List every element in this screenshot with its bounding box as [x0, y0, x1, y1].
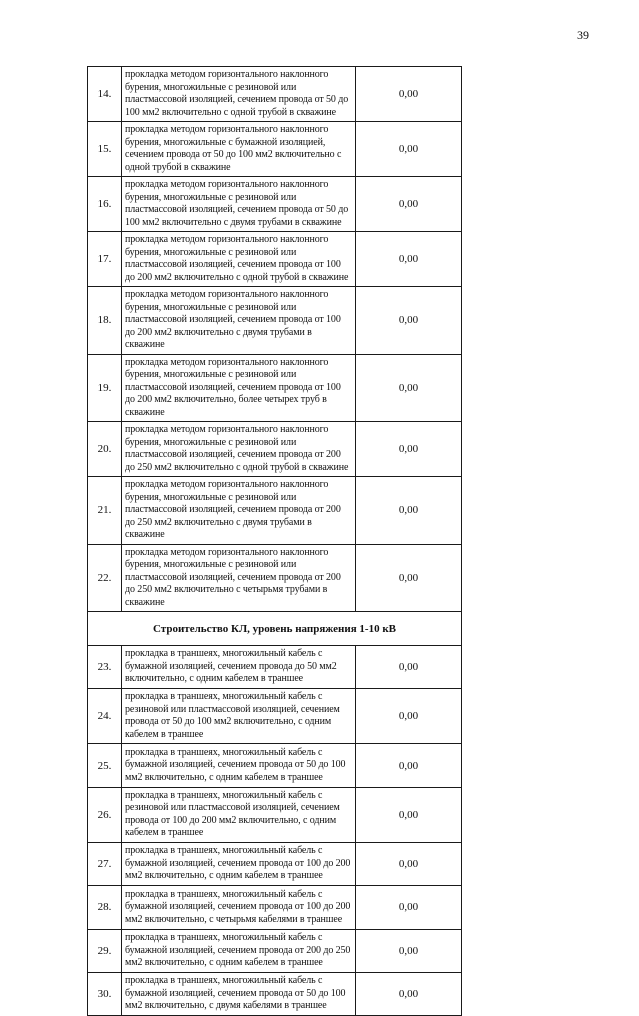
- row-value: 0,00: [356, 67, 462, 122]
- table-row: [88, 122, 462, 177]
- row-description: прокладка методом горизонтального наклонного бурения, многожильные с резиновой или пластмассовой изоляцией, сечением провода от 200 до 250 мм2 включительно с двумя трубами в скважине: [122, 477, 356, 545]
- row-value: 0,00: [356, 842, 462, 885]
- table-row: [88, 287, 462, 355]
- table-row: [88, 842, 462, 885]
- table-row: [88, 422, 462, 477]
- table-row: [88, 689, 462, 744]
- table-row: [88, 232, 462, 287]
- row-description: прокладка методом горизонтального наклонного бурения, многожильные с бумажной изоляцией, сечением провода от 50 до 100 мм2 включительно с одной трубой в скважине: [122, 122, 356, 177]
- row-value: 0,00: [356, 177, 462, 232]
- row-value: 0,00: [356, 287, 462, 355]
- row-number: 15.: [88, 122, 122, 177]
- section-heading: Строительство КЛ, уровень напряжения 1-10 кВ: [88, 612, 462, 646]
- table-row: [88, 354, 462, 422]
- table-row: [88, 787, 462, 842]
- row-value: 0,00: [356, 972, 462, 1015]
- row-number: 29.: [88, 929, 122, 972]
- row-description: прокладка методом горизонтального наклонного бурения, многожильные с резиновой или пластмассовой изоляцией, сечением провода от 100 до 200 мм2 включительно с двумя трубами в скважине: [122, 287, 356, 355]
- row-description: прокладка в траншеях, многожильный кабель с бумажной изоляцией, сечением провода от 200 до 250 мм2 включительно, с одним кабелем в траншее: [122, 929, 356, 972]
- table-row: [88, 744, 462, 787]
- row-value: 0,00: [356, 354, 462, 422]
- row-number: 18.: [88, 287, 122, 355]
- row-number: 27.: [88, 842, 122, 885]
- row-description: прокладка методом горизонтального наклонного бурения, многожильные с резиновой или пластмассовой изоляцией, сечением провода от 100 до 200 мм2 включительно, более четырех труб в скважине: [122, 354, 356, 422]
- row-description: прокладка в траншеях, многожильный кабель с резиновой или пластмассовой изоляцией, сечением провода от 50 до 100 мм2 включительно, с одним кабелем в траншее: [122, 689, 356, 744]
- row-value: 0,00: [356, 646, 462, 689]
- table-row: [88, 929, 462, 972]
- row-description: прокладка методом горизонтального наклонного бурения, многожильные с резиновой или пластмассовой изоляцией, сечением провода от 50 до 100 мм2 включительно с двумя трубами в скважине: [122, 177, 356, 232]
- row-value: 0,00: [356, 232, 462, 287]
- row-description: прокладка методом горизонтального наклонного бурения, многожильные с резиновой или пластмассовой изоляцией, сечением провода от 100 до 200 мм2 включительно с одной трубой в скважине: [122, 232, 356, 287]
- row-value: 0,00: [356, 422, 462, 477]
- page-number: 39: [577, 28, 589, 42]
- row-number: 22.: [88, 544, 122, 612]
- table-row: [88, 544, 462, 612]
- row-value: 0,00: [356, 886, 462, 929]
- row-number: 26.: [88, 787, 122, 842]
- row-number: 16.: [88, 177, 122, 232]
- table-row: [88, 177, 462, 232]
- row-value: 0,00: [356, 744, 462, 787]
- row-description: прокладка в траншеях, многожильный кабель с бумажной изоляцией, сечением провода от 50 до 100 мм2 включительно, с двумя кабелями в траншее: [122, 972, 356, 1015]
- row-description: прокладка в траншеях, многожильный кабель с резиновой или пластмассовой изоляцией, сечением провода от 100 до 200 мм2 включительно, с одним кабелем в траншее: [122, 787, 356, 842]
- row-value: 0,00: [356, 929, 462, 972]
- section-heading-row: [88, 612, 462, 646]
- row-number: 17.: [88, 232, 122, 287]
- row-number: 21.: [88, 477, 122, 545]
- table-row: [88, 646, 462, 689]
- row-number: 20.: [88, 422, 122, 477]
- row-description: прокладка в траншеях, многожильный кабель с бумажной изоляцией, сечением провода от 100 до 200 мм2 включительно, с четырьмя кабелями в траншее: [122, 886, 356, 929]
- row-number: 30.: [88, 972, 122, 1015]
- row-description: прокладка в траншеях, многожильный кабель с бумажной изоляцией, сечением провода от 50 до 100 мм2 включительно, с одним кабелем в траншее: [122, 744, 356, 787]
- row-description: прокладка в траншеях, многожильный кабель с бумажной изоляцией, сечением провода до 50 мм2 включительно, с одним кабелем в траншее: [122, 646, 356, 689]
- row-value: 0,00: [356, 122, 462, 177]
- row-number: 25.: [88, 744, 122, 787]
- table-row: [88, 477, 462, 545]
- row-value: 0,00: [356, 689, 462, 744]
- row-number: 23.: [88, 646, 122, 689]
- row-description: прокладка в траншеях, многожильный кабель с бумажной изоляцией, сечением провода от 100 до 200 мм2 включительно, с одним кабелем в траншее: [122, 842, 356, 885]
- tariff-table: [87, 66, 462, 1016]
- table-row: [88, 886, 462, 929]
- table-row: [88, 972, 462, 1015]
- row-value: 0,00: [356, 477, 462, 545]
- row-description: прокладка методом горизонтального наклонного бурения, многожильные с резиновой или пластмассовой изоляцией, сечением провода от 200 до 250 мм2 включительно с одной трубой в скважине: [122, 422, 356, 477]
- table-row: [88, 67, 462, 122]
- row-number: 28.: [88, 886, 122, 929]
- row-value: 0,00: [356, 787, 462, 842]
- row-description: прокладка методом горизонтального наклонного бурения, многожильные с резиновой или пластмассовой изоляцией, сечением провода от 200 до 250 мм2 включительно с четырьмя трубами в скважине: [122, 544, 356, 612]
- row-number: 19.: [88, 354, 122, 422]
- row-number: 24.: [88, 689, 122, 744]
- row-value: 0,00: [356, 544, 462, 612]
- row-number: 14.: [88, 67, 122, 122]
- row-description: прокладка методом горизонтального наклонного бурения, многожильные с резиновой или пластмассовой изоляцией, сечением провода от 50 до 100 мм2 включительно с одной трубой в скважине: [122, 67, 356, 122]
